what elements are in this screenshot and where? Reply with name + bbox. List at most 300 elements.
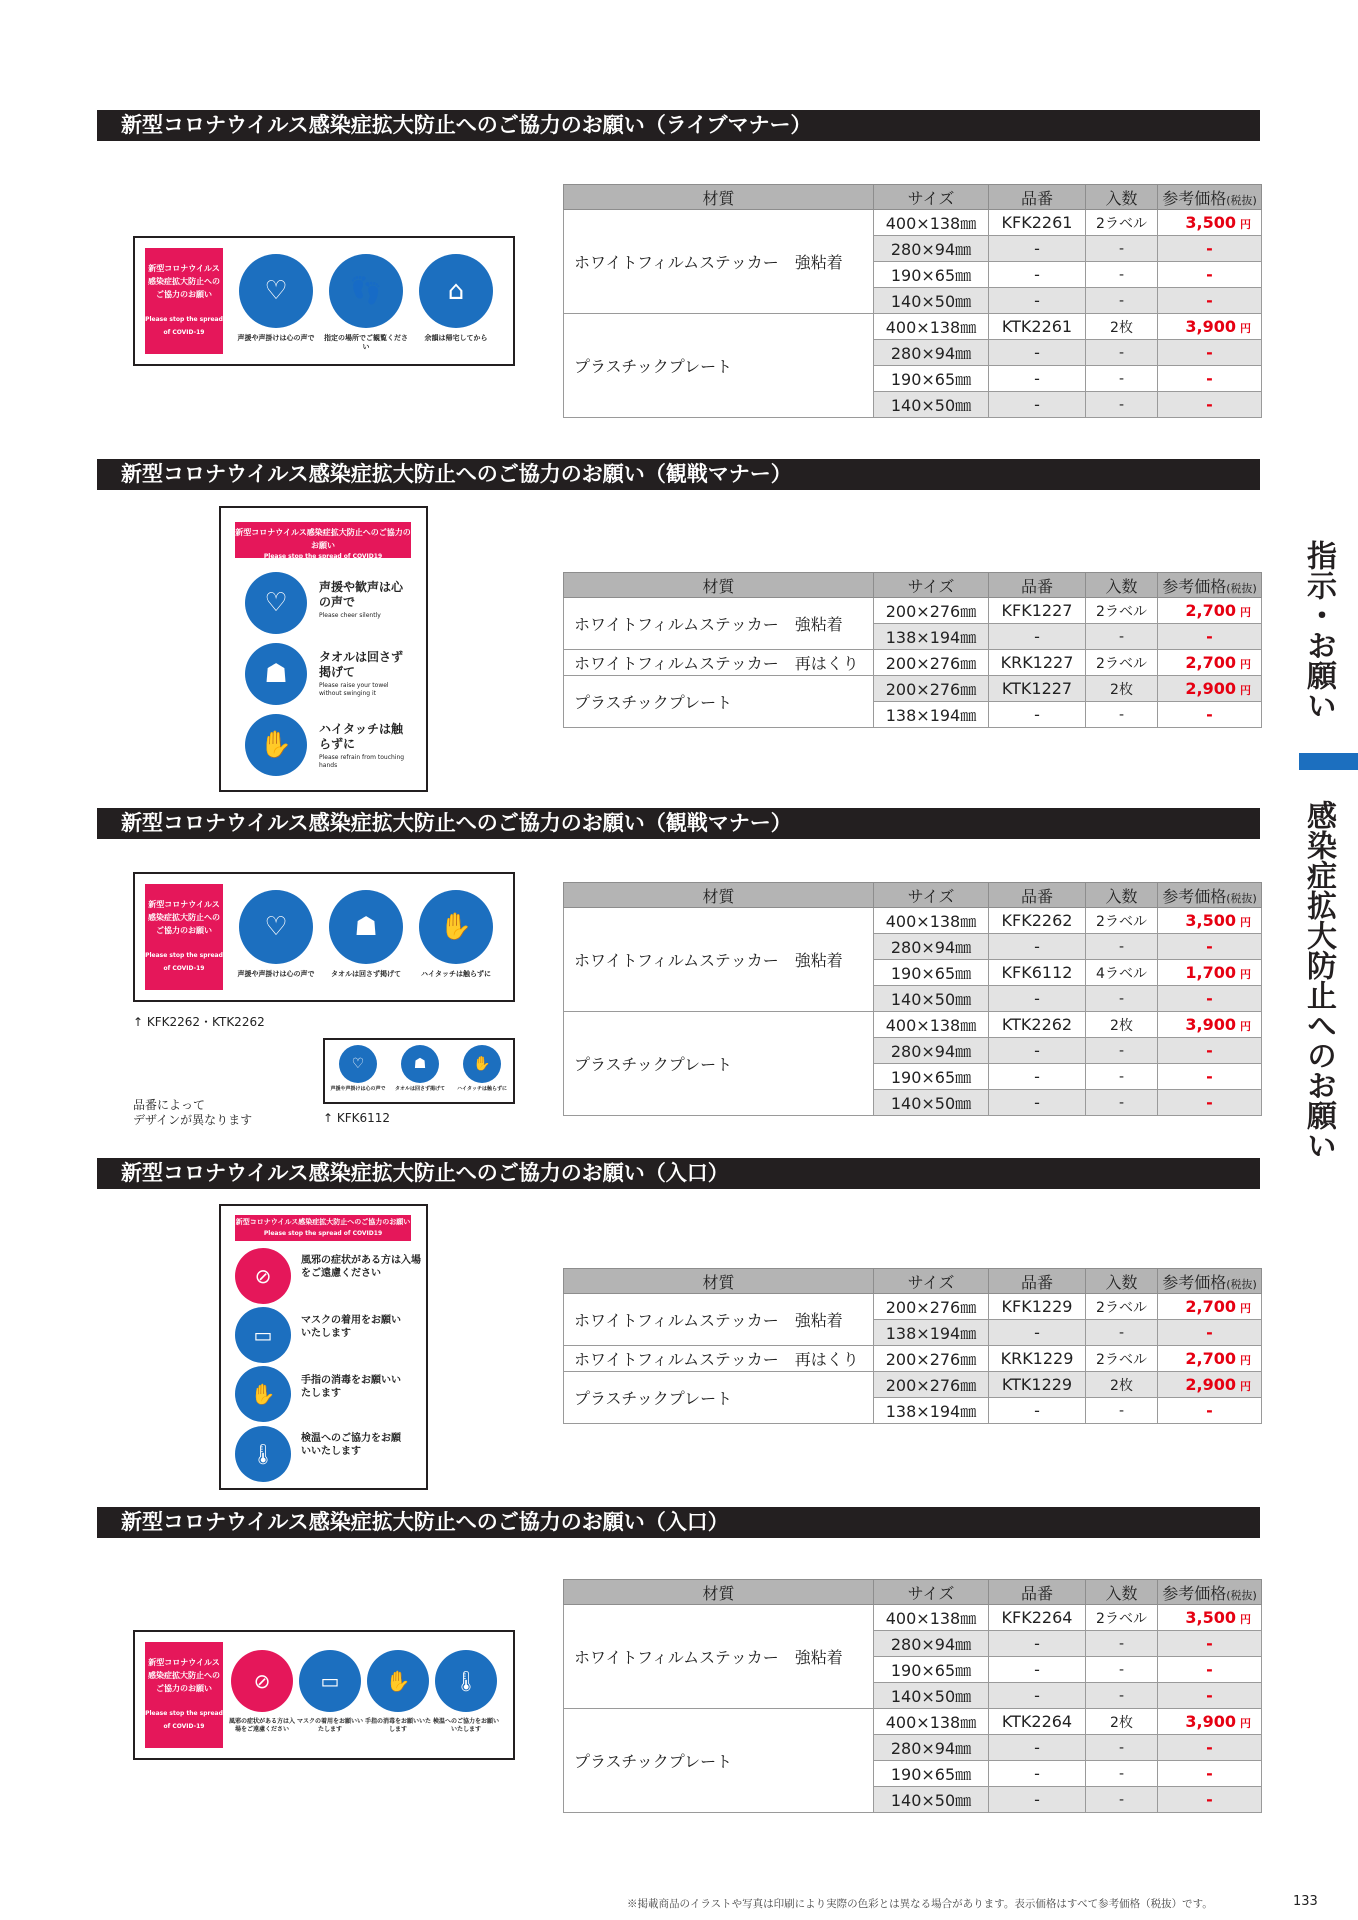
size-cell: 280×94㎜ bbox=[874, 1735, 989, 1761]
size-cell: 138×194㎜ bbox=[874, 702, 989, 728]
yen-unit: 円 bbox=[1240, 218, 1251, 231]
price-cell: - bbox=[1158, 986, 1262, 1012]
yen-unit: 円 bbox=[1240, 1613, 1251, 1626]
price-cell bbox=[1158, 960, 1262, 986]
yen-unit: 円 bbox=[1240, 1354, 1251, 1367]
price-cell bbox=[1158, 1294, 1262, 1320]
side-tab-lower: 感染症拡大防止へのお願い bbox=[1301, 800, 1336, 1160]
size-cell: 190×65㎜ bbox=[874, 1657, 989, 1683]
sign-3s-caption-3: ハイタッチは触らずに bbox=[456, 1086, 507, 1092]
quantity-cell: - bbox=[1086, 340, 1158, 366]
yen-unit: 円 bbox=[1240, 1302, 1251, 1315]
quantity-cell: 2枚 bbox=[1086, 1012, 1158, 1038]
quantity-cell: 2枚 bbox=[1086, 676, 1158, 702]
size-cell: 140×50㎜ bbox=[874, 392, 989, 418]
size-cell: 190×65㎜ bbox=[874, 262, 989, 288]
price-cell bbox=[1158, 1012, 1262, 1038]
product-code-cell: - bbox=[989, 340, 1086, 366]
price-cell: - bbox=[1158, 262, 1262, 288]
price-cell bbox=[1158, 1346, 1262, 1372]
price-cell: - bbox=[1158, 1320, 1262, 1346]
quantity-cell: - bbox=[1086, 624, 1158, 650]
product-code-cell: - bbox=[989, 1761, 1086, 1787]
sign-image-2 bbox=[219, 506, 428, 792]
sign-3-caption-3: ハイタッチは触らずに bbox=[421, 970, 491, 978]
column-header: サイズ bbox=[874, 1269, 989, 1294]
size-cell: 190×65㎜ bbox=[874, 1064, 989, 1090]
size-cell: 280×94㎜ bbox=[874, 1631, 989, 1657]
quantity-cell: 2ラベル bbox=[1086, 210, 1158, 236]
mask-icon: ▭ bbox=[235, 1307, 291, 1363]
price-header-label: 参考価格 bbox=[1162, 886, 1227, 906]
price-cell bbox=[1158, 650, 1262, 676]
table-row bbox=[564, 650, 1262, 676]
column-header-price bbox=[1158, 1269, 1262, 1294]
size-cell: 200×276㎜ bbox=[874, 676, 989, 702]
quantity-cell: - bbox=[1086, 1398, 1158, 1424]
price-cell: - bbox=[1158, 1090, 1262, 1116]
sign-image-5 bbox=[133, 1630, 515, 1760]
material-cell: プラスチックプレート bbox=[564, 676, 874, 728]
product-code-cell: KFK1229 bbox=[989, 1294, 1086, 1320]
price-cell: - bbox=[1158, 1038, 1262, 1064]
product-code-cell: - bbox=[989, 1657, 1086, 1683]
product-code-cell: - bbox=[989, 288, 1086, 314]
no-high-five-icon: ✋ bbox=[419, 890, 493, 964]
price-cell: - bbox=[1158, 1631, 1262, 1657]
size-cell: 140×50㎜ bbox=[874, 986, 989, 1012]
table-header-row bbox=[564, 1580, 1262, 1605]
price-cell: - bbox=[1158, 1761, 1262, 1787]
column-header: 材質 bbox=[564, 1580, 874, 1605]
table-header-row bbox=[564, 185, 1262, 210]
price-cell bbox=[1158, 1605, 1262, 1631]
table-row bbox=[564, 908, 1262, 934]
product-code-cell: - bbox=[989, 1683, 1086, 1709]
price-value: 3,900 bbox=[1185, 1015, 1236, 1034]
no-high-five-icon: ✋ bbox=[245, 714, 307, 776]
material-cell: ホワイトフィルムステッカー 再はくり bbox=[564, 1346, 874, 1372]
column-header: 材質 bbox=[564, 185, 874, 210]
sign-5-caption-1: 風邪の症状がある方は入場をご遠慮ください bbox=[228, 1718, 295, 1733]
column-header: 品番 bbox=[989, 1580, 1086, 1605]
price-cell: - bbox=[1158, 1064, 1262, 1090]
sign-2-pink-text: 新型コロナウイルス感染症拡大防止へのご協力のお願い bbox=[235, 528, 411, 550]
tax-excluded-label: (税抜) bbox=[1226, 581, 1257, 595]
quantity-cell: - bbox=[1086, 1320, 1158, 1346]
product-code-cell: - bbox=[989, 934, 1086, 960]
product-code-cell: - bbox=[989, 236, 1086, 262]
column-header-price bbox=[1158, 883, 1262, 908]
sign-2-caption-2-en: Please raise your towel without swinging it bbox=[319, 682, 389, 697]
size-cell: 138×194㎜ bbox=[874, 624, 989, 650]
size-cell: 200×276㎜ bbox=[874, 598, 989, 624]
section-title-2: 新型コロナウイルス感染症拡大防止へのご協力のお願い（観戦マナー） bbox=[97, 459, 1260, 490]
quantity-cell: - bbox=[1086, 236, 1158, 262]
price-cell bbox=[1158, 210, 1262, 236]
product-code-cell: - bbox=[989, 702, 1086, 728]
size-cell: 400×138㎜ bbox=[874, 1012, 989, 1038]
sign-image-3 bbox=[133, 872, 515, 1002]
product-code-cell: KFK2262 bbox=[989, 908, 1086, 934]
section-title-5: 新型コロナウイルス感染症拡大防止へのご協力のお願い（入口） bbox=[97, 1507, 1260, 1538]
product-code-cell: - bbox=[989, 1064, 1086, 1090]
price-cell: - bbox=[1158, 624, 1262, 650]
column-header: 入数 bbox=[1086, 1269, 1158, 1294]
sign-2-pink-en: Please stop the spread of COVID19 bbox=[263, 553, 383, 560]
product-code-cell: - bbox=[989, 1787, 1086, 1813]
product-code-cell: KFK2264 bbox=[989, 1605, 1086, 1631]
table-header-row bbox=[564, 573, 1262, 598]
price-header-label: 参考価格 bbox=[1162, 1583, 1227, 1603]
sign-5-caption-4: 検温へのご協力をお願いいたします bbox=[432, 1718, 499, 1733]
price-value: 2,700 bbox=[1185, 653, 1236, 672]
quantity-cell: - bbox=[1086, 262, 1158, 288]
size-cell: 400×138㎜ bbox=[874, 1709, 989, 1735]
sign-2-caption-1-en: Please cheer silently bbox=[319, 612, 381, 619]
table-header-row bbox=[564, 883, 1262, 908]
column-header: 材質 bbox=[564, 573, 874, 598]
tax-excluded-label: (税抜) bbox=[1226, 1588, 1257, 1602]
size-cell: 140×50㎜ bbox=[874, 288, 989, 314]
price-value: 2,700 bbox=[1185, 601, 1236, 620]
table-row bbox=[564, 1709, 1262, 1735]
page-number: 133 bbox=[1293, 1894, 1318, 1909]
material-cell: プラスチックプレート bbox=[564, 1709, 874, 1813]
sign-image-1 bbox=[133, 236, 515, 366]
towel-raise-icon: ☗ bbox=[329, 890, 403, 964]
tax-excluded-label: (税抜) bbox=[1226, 1277, 1257, 1291]
sign-4-caption-2: マスクの着用をお願いいたします bbox=[301, 1315, 401, 1339]
no-high-five-icon: ✋ bbox=[463, 1045, 501, 1083]
size-cell: 200×276㎜ bbox=[874, 650, 989, 676]
price-value: 3,900 bbox=[1185, 1712, 1236, 1731]
price-cell: - bbox=[1158, 1735, 1262, 1761]
sign-2-caption-3-en: Please refrain from touching hands bbox=[319, 754, 405, 769]
sign-4-pink-en: Please stop the spread of COVID19 bbox=[263, 1230, 383, 1237]
quantity-cell: 2枚 bbox=[1086, 1709, 1158, 1735]
quantity-cell: - bbox=[1086, 1683, 1158, 1709]
yen-unit: 円 bbox=[1240, 684, 1251, 697]
home-icon: ⌂ bbox=[419, 254, 493, 328]
cheer-silently-icon: ♡ bbox=[245, 572, 307, 634]
quantity-cell: - bbox=[1086, 934, 1158, 960]
table-row bbox=[564, 1012, 1262, 1038]
price-cell: - bbox=[1158, 392, 1262, 418]
table-row bbox=[564, 1372, 1262, 1398]
sign-4-caption-4: 検温へのご協力をお願いいたします bbox=[301, 1433, 401, 1457]
spec-table-1 bbox=[563, 184, 1262, 418]
material-cell: ホワイトフィルムステッカー 強粘着 bbox=[564, 598, 874, 650]
material-cell: ホワイトフィルムステッカー 強粘着 bbox=[564, 1294, 874, 1346]
yen-unit: 円 bbox=[1240, 916, 1251, 929]
sign-3-caption-1: 声援や声掛けは心の声で bbox=[237, 970, 315, 978]
quantity-cell: - bbox=[1086, 986, 1158, 1012]
spec-table-3 bbox=[563, 882, 1262, 1116]
table-row bbox=[564, 1294, 1262, 1320]
hand-sanitize-icon: ✋ bbox=[367, 1650, 429, 1712]
column-header: 品番 bbox=[989, 1269, 1086, 1294]
sign-3-pink-text: 新型コロナウイルス感染症拡大防止へのご協力のお願い bbox=[148, 900, 220, 935]
table-row bbox=[564, 676, 1262, 702]
size-cell: 140×50㎜ bbox=[874, 1787, 989, 1813]
towel-raise-icon: ☗ bbox=[245, 643, 307, 705]
product-code-cell: - bbox=[989, 1631, 1086, 1657]
quantity-cell: - bbox=[1086, 1657, 1158, 1683]
spec-table-2 bbox=[563, 572, 1262, 728]
product-code-cell: KTK2261 bbox=[989, 314, 1086, 340]
product-code-cell: - bbox=[989, 1090, 1086, 1116]
no-entry-sick-icon: ⊘ bbox=[231, 1650, 293, 1712]
size-cell: 280×94㎜ bbox=[874, 236, 989, 262]
size-cell: 190×65㎜ bbox=[874, 1761, 989, 1787]
price-header-label: 参考価格 bbox=[1162, 188, 1227, 208]
price-value: 3,500 bbox=[1185, 1608, 1236, 1627]
price-cell bbox=[1158, 676, 1262, 702]
no-entry-sick-icon: ⊘ bbox=[235, 1248, 291, 1304]
price-cell: - bbox=[1158, 934, 1262, 960]
yen-unit: 円 bbox=[1240, 968, 1251, 981]
size-cell: 138×194㎜ bbox=[874, 1320, 989, 1346]
product-code-cell: - bbox=[989, 392, 1086, 418]
product-code-cell: - bbox=[989, 366, 1086, 392]
price-cell: - bbox=[1158, 288, 1262, 314]
quantity-cell: 2ラベル bbox=[1086, 1346, 1158, 1372]
price-cell: - bbox=[1158, 366, 1262, 392]
quantity-cell: 2ラベル bbox=[1086, 650, 1158, 676]
sign-1-caption-2: 指定の場所でご観覧ください bbox=[324, 334, 408, 351]
sign-1-pink-text: 新型コロナウイルス感染症拡大防止へのご協力のお願い bbox=[148, 264, 220, 299]
design-note-2: デザインが異なります bbox=[133, 1113, 253, 1127]
size-cell: 400×138㎜ bbox=[874, 210, 989, 236]
size-cell: 400×138㎜ bbox=[874, 908, 989, 934]
cheer-silently-icon: ♡ bbox=[239, 890, 313, 964]
price-value: 3,500 bbox=[1185, 213, 1236, 232]
column-header: サイズ bbox=[874, 185, 989, 210]
sign-1-caption-1: 声援や声掛けは心の声で bbox=[237, 334, 315, 342]
column-header: 品番 bbox=[989, 573, 1086, 598]
quantity-cell: - bbox=[1086, 288, 1158, 314]
yen-unit: 円 bbox=[1240, 1020, 1251, 1033]
size-cell: 200×276㎜ bbox=[874, 1372, 989, 1398]
column-header: 材質 bbox=[564, 883, 874, 908]
tax-excluded-label: (税抜) bbox=[1226, 891, 1257, 905]
price-value: 3,900 bbox=[1185, 317, 1236, 336]
column-header: サイズ bbox=[874, 883, 989, 908]
price-value: 1,700 bbox=[1185, 963, 1236, 982]
product-code-cell: KFK2261 bbox=[989, 210, 1086, 236]
yen-unit: 円 bbox=[1240, 658, 1251, 671]
column-header: サイズ bbox=[874, 573, 989, 598]
quantity-cell: 2ラベル bbox=[1086, 598, 1158, 624]
cheer-silently-icon: ♡ bbox=[339, 1045, 377, 1083]
material-cell: ホワイトフィルムステッカー 強粘着 bbox=[564, 210, 874, 314]
cheer-silently-icon: ♡ bbox=[239, 254, 313, 328]
sign-5-caption-3: 手指の消毒をお願いいたします bbox=[364, 1718, 431, 1733]
price-cell: - bbox=[1158, 236, 1262, 262]
material-cell: ホワイトフィルムステッカー 強粘着 bbox=[564, 908, 874, 1012]
column-header: 品番 bbox=[989, 185, 1086, 210]
price-cell: - bbox=[1158, 1398, 1262, 1424]
product-code-cell: - bbox=[989, 1038, 1086, 1064]
quantity-cell: 2枚 bbox=[1086, 1372, 1158, 1398]
column-header: 入数 bbox=[1086, 1580, 1158, 1605]
yen-unit: 円 bbox=[1240, 322, 1251, 335]
price-header-label: 参考価格 bbox=[1162, 1272, 1227, 1292]
size-cell: 138×194㎜ bbox=[874, 1398, 989, 1424]
sign-image-3-small bbox=[323, 1038, 515, 1104]
column-header: サイズ bbox=[874, 1580, 989, 1605]
quantity-cell: 2枚 bbox=[1086, 314, 1158, 340]
table-row bbox=[564, 598, 1262, 624]
price-cell bbox=[1158, 1372, 1262, 1398]
product-code-note-1: ↑ KFK2262・KTK2262 bbox=[133, 1015, 265, 1029]
table-row bbox=[564, 314, 1262, 340]
quantity-cell: 2ラベル bbox=[1086, 908, 1158, 934]
price-cell bbox=[1158, 598, 1262, 624]
material-cell: プラスチックプレート bbox=[564, 1372, 874, 1424]
price-cell bbox=[1158, 908, 1262, 934]
spec-table-5 bbox=[563, 1579, 1262, 1813]
price-value: 2,900 bbox=[1185, 679, 1236, 698]
column-header-price bbox=[1158, 1580, 1262, 1605]
table-row bbox=[564, 1605, 1262, 1631]
column-header: 材質 bbox=[564, 1269, 874, 1294]
quantity-cell: 2ラベル bbox=[1086, 1294, 1158, 1320]
footer-note: ※掲載商品のイラストや写真は印刷により実際の色彩とは異なる場合があります。表示価格はすべて参考価格（税抜）です。 bbox=[627, 1898, 1213, 1910]
product-code-cell: - bbox=[989, 624, 1086, 650]
sign-image-4 bbox=[219, 1204, 428, 1490]
sign-4-caption-1: 風邪の症状がある方は入場をご遠慮ください bbox=[301, 1255, 421, 1279]
product-code-cell: KTK2264 bbox=[989, 1709, 1086, 1735]
column-header: 入数 bbox=[1086, 573, 1158, 598]
quantity-cell: - bbox=[1086, 1735, 1158, 1761]
product-code-cell: KRK1229 bbox=[989, 1346, 1086, 1372]
quantity-cell: - bbox=[1086, 366, 1158, 392]
quantity-cell: - bbox=[1086, 1631, 1158, 1657]
product-code-cell: KTK1227 bbox=[989, 676, 1086, 702]
size-cell: 200×276㎜ bbox=[874, 1294, 989, 1320]
size-cell: 200×276㎜ bbox=[874, 1346, 989, 1372]
sign-3-caption-2: タオルは回さず掲げて bbox=[331, 970, 401, 978]
sign-2-caption-3: ハイタッチは触らずに bbox=[319, 722, 404, 751]
sign-3s-caption-1: 声援や声掛けは心の声で bbox=[330, 1086, 386, 1092]
table-header-row bbox=[564, 1269, 1262, 1294]
material-cell: プラスチックプレート bbox=[564, 314, 874, 418]
size-cell: 190×65㎜ bbox=[874, 366, 989, 392]
size-cell: 190×65㎜ bbox=[874, 960, 989, 986]
price-cell: - bbox=[1158, 1657, 1262, 1683]
column-header: 品番 bbox=[989, 883, 1086, 908]
column-header-price bbox=[1158, 573, 1262, 598]
temperature-check-icon: 🌡 bbox=[435, 1650, 497, 1712]
section-title-1: 新型コロナウイルス感染症拡大防止へのご協力のお願い（ライブマナー） bbox=[97, 110, 1260, 141]
sign-5-caption-2: マスクの着用をお願いいたします bbox=[296, 1718, 363, 1733]
size-cell: 400×138㎜ bbox=[874, 314, 989, 340]
sign-1-pink-en: Please stop the spread of COVID-19 bbox=[145, 316, 223, 336]
quantity-cell: - bbox=[1086, 392, 1158, 418]
sign-5-pink-en: Please stop the spread of COVID-19 bbox=[145, 1710, 223, 1730]
size-cell: 280×94㎜ bbox=[874, 934, 989, 960]
product-code-cell: - bbox=[989, 1320, 1086, 1346]
sign-3s-caption-2: タオルは回さず掲げて bbox=[394, 1086, 445, 1092]
section-title-3: 新型コロナウイルス感染症拡大防止へのご協力のお願い（観戦マナー） bbox=[97, 808, 1260, 839]
yen-unit: 円 bbox=[1240, 1717, 1251, 1730]
size-cell: 280×94㎜ bbox=[874, 340, 989, 366]
footprints-icon: 👣 bbox=[329, 254, 403, 328]
column-header: 入数 bbox=[1086, 185, 1158, 210]
column-header: 入数 bbox=[1086, 883, 1158, 908]
price-value: 2,700 bbox=[1185, 1297, 1236, 1316]
material-cell: ホワイトフィルムステッカー 再はくり bbox=[564, 650, 874, 676]
quantity-cell: - bbox=[1086, 1064, 1158, 1090]
size-cell: 140×50㎜ bbox=[874, 1090, 989, 1116]
price-cell: - bbox=[1158, 1683, 1262, 1709]
sign-2-caption-2: タオルは回さず掲げて bbox=[319, 650, 404, 679]
quantity-cell: - bbox=[1086, 702, 1158, 728]
product-code-cell: - bbox=[989, 1735, 1086, 1761]
price-value: 2,900 bbox=[1185, 1375, 1236, 1394]
price-cell: - bbox=[1158, 340, 1262, 366]
quantity-cell: - bbox=[1086, 1787, 1158, 1813]
design-note-1: 品番によって bbox=[133, 1098, 206, 1112]
size-cell: 140×50㎜ bbox=[874, 1683, 989, 1709]
tax-excluded-label: (税抜) bbox=[1226, 193, 1257, 207]
sign-4-pink-text: 新型コロナウイルス感染症拡大防止へのご協力のお願い bbox=[235, 1218, 411, 1226]
product-code-note-2: ↑ KFK6112 bbox=[323, 1111, 391, 1125]
price-cell: - bbox=[1158, 702, 1262, 728]
side-tab-upper: 指示・お願い bbox=[1301, 540, 1336, 720]
quantity-cell: - bbox=[1086, 1038, 1158, 1064]
yen-unit: 円 bbox=[1240, 606, 1251, 619]
table-row bbox=[564, 1346, 1262, 1372]
spec-table-4 bbox=[563, 1268, 1262, 1424]
product-code-cell: KFK6112 bbox=[989, 960, 1086, 986]
product-code-cell: KRK1227 bbox=[989, 650, 1086, 676]
hand-sanitize-icon: ✋ bbox=[235, 1366, 291, 1422]
price-cell bbox=[1158, 1709, 1262, 1735]
column-header-price bbox=[1158, 185, 1262, 210]
yen-unit: 円 bbox=[1240, 1380, 1251, 1393]
product-code-cell: - bbox=[989, 1398, 1086, 1424]
material-cell: ホワイトフィルムステッカー 強粘着 bbox=[564, 1605, 874, 1709]
quantity-cell: 2ラベル bbox=[1086, 1605, 1158, 1631]
sign-5-pink-text: 新型コロナウイルス感染症拡大防止へのご協力のお願い bbox=[148, 1658, 220, 1693]
side-tab-accent bbox=[1299, 753, 1358, 770]
mask-icon: ▭ bbox=[299, 1650, 361, 1712]
sign-3-pink-en: Please stop the spread of COVID-19 bbox=[145, 952, 223, 972]
temperature-check-icon: 🌡 bbox=[235, 1426, 291, 1482]
sign-1-caption-3: 余韻は帰宅してから bbox=[424, 334, 488, 342]
price-value: 2,700 bbox=[1185, 1349, 1236, 1368]
product-code-cell: - bbox=[989, 986, 1086, 1012]
price-cell bbox=[1158, 314, 1262, 340]
size-cell: 280×94㎜ bbox=[874, 1038, 989, 1064]
section-title-4: 新型コロナウイルス感染症拡大防止へのご協力のお願い（入口） bbox=[97, 1158, 1260, 1189]
product-code-cell: KTK2262 bbox=[989, 1012, 1086, 1038]
quantity-cell: - bbox=[1086, 1761, 1158, 1787]
material-cell: プラスチックプレート bbox=[564, 1012, 874, 1116]
price-header-label: 参考価格 bbox=[1162, 576, 1227, 596]
quantity-cell: 4ラベル bbox=[1086, 960, 1158, 986]
quantity-cell: - bbox=[1086, 1090, 1158, 1116]
product-code-cell: - bbox=[989, 262, 1086, 288]
size-cell: 400×138㎜ bbox=[874, 1605, 989, 1631]
sign-4-caption-3: 手指の消毒をお願いいたします bbox=[301, 1375, 401, 1399]
price-value: 3,500 bbox=[1185, 911, 1236, 930]
product-code-cell: KFK1227 bbox=[989, 598, 1086, 624]
sign-2-caption-1: 声援や歓声は心の声で bbox=[319, 580, 404, 609]
